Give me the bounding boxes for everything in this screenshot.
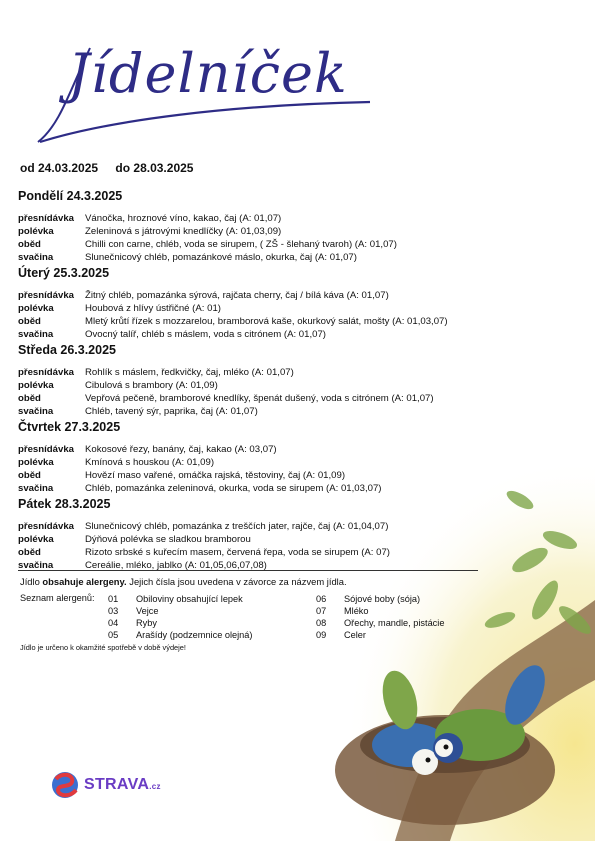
meal-row	[18, 239, 478, 252]
meal-dish: Vepřová pečeně, bramborové knedlíky, špenát dušený, voda s citrónem (A: 01,07)	[85, 392, 434, 404]
meal-row	[18, 290, 478, 303]
meal-type: svačina	[18, 482, 54, 494]
strava-logo-icon	[50, 770, 80, 800]
menu-title-area	[30, 30, 380, 150]
meal-dish: Slunečnicový chléb, pomazánkové máslo, okurka, čaj (A: 01,07)	[85, 251, 357, 263]
meal-row	[18, 457, 478, 470]
day-title: Čtvrtek 27.3.2025	[18, 420, 121, 434]
allergen-item	[316, 629, 366, 641]
meal-dish: Rohlík s máslem, ředkvičky, čaj, mléko (A: 01,07)	[85, 367, 294, 378]
day-title: Pondělí 24.3.2025	[18, 189, 123, 203]
note-before: Jídlo	[20, 576, 40, 587]
meal-dish: Kmínová s houskou (A: 01,09)	[85, 456, 215, 468]
allergen-name: Ořechy, mandle, pistácie	[344, 618, 445, 628]
meal-type: svačina	[18, 405, 54, 417]
meal-dish: Cereálie, mléko, jablko (A: 01,05,06,07,08)	[85, 559, 267, 571]
date-to: do 28.03.2025	[115, 161, 194, 175]
day-title: Úterý 25.3.2025	[18, 266, 110, 280]
page-title: Jídelníček	[68, 42, 348, 105]
logo-text	[84, 776, 161, 794]
meal-row	[18, 470, 478, 483]
allergen-item	[316, 593, 420, 605]
meal-dish: Hovězí maso vařené, omáčka rajská, těstoviny, čaj (A: 01,09)	[85, 469, 346, 481]
allergen-name: Mléko	[344, 606, 369, 616]
allergen-name: Vejce	[136, 606, 159, 616]
meal-dish: Houbová z hlívy ústřičné (A: 01)	[85, 302, 221, 314]
allergen-num: 07	[316, 606, 327, 616]
allergen-note	[20, 576, 347, 587]
allergen-name: Sójové boby (sója)	[344, 594, 421, 604]
meal-row	[18, 380, 478, 393]
meal-row	[18, 547, 478, 560]
meal-type: oběd	[18, 238, 41, 250]
allergen-num: 01	[108, 594, 119, 604]
meal-row	[18, 406, 478, 419]
meal-row	[18, 252, 478, 265]
allergen-item	[316, 605, 369, 617]
allergen-num: 04	[108, 618, 119, 628]
meal-row	[18, 521, 478, 534]
meal-row	[18, 329, 478, 342]
meal-type: polévka	[18, 225, 54, 237]
allergen-num: 03	[108, 606, 119, 616]
allergen-num: 08	[316, 618, 327, 628]
allergen-item	[316, 617, 444, 629]
date-from: od 24.03.2025	[20, 161, 99, 175]
allergen-name: Arašídy (podzemnice olejná)	[136, 630, 253, 640]
meal-row	[18, 444, 478, 457]
meal-type: oběd	[18, 469, 41, 481]
meal-dish: Zeleninová s játrovými knedlíčky (A: 01,03,09)	[85, 225, 282, 237]
logo-suffix: .cz	[149, 782, 161, 791]
meal-dish: Slunečnicový chléb, pomazánka z treščích jater, rajče, čaj (A: 01,04,07)	[85, 521, 389, 532]
meal-row	[18, 303, 478, 316]
meal-dish: Cibulová s brambory (A: 01,09)	[85, 379, 218, 391]
meal-row	[18, 213, 478, 226]
meal-row	[18, 316, 478, 329]
day-thursday	[18, 420, 478, 496]
allergen-list-label: Seznam alergenů:	[20, 593, 95, 603]
divider	[18, 570, 478, 571]
strava-logo	[50, 770, 161, 800]
meal-row	[18, 367, 478, 380]
meal-type: svačina	[18, 559, 54, 571]
meal-type: oběd	[18, 315, 41, 327]
meal-dish: Kokosové řezy, banány, čaj, kakao (A: 03,07)	[85, 444, 277, 455]
meal-row	[18, 226, 478, 239]
allergen-num: 06	[316, 594, 327, 604]
meal-type: svačina	[18, 328, 54, 340]
meal-type: polévka	[18, 302, 54, 314]
day-title: Středa 26.3.2025	[18, 343, 116, 357]
meal-dish: Vánočka, hroznové víno, kakao, čaj (A: 01,07)	[85, 213, 282, 224]
allergen-num: 05	[108, 630, 119, 640]
meal-type: přesnídávka	[18, 521, 74, 532]
day-tuesday	[18, 266, 478, 342]
meal-dish: Dýňová polévka se sladkou bramborou	[85, 533, 251, 545]
meal-type: přesnídávka	[18, 213, 74, 224]
meal-dish: Žitný chléb, pomazánka sýrová, rajčata cherry, čaj / bílá káva (A: 01,07)	[85, 290, 389, 301]
meal-type: oběd	[18, 392, 41, 404]
meal-type: oběd	[18, 546, 41, 558]
meal-dish: Ovocný talíř, chléb s máslem, voda s citrónem (A: 01,07)	[85, 328, 327, 340]
note-bold: obsahuje alergeny.	[42, 576, 127, 587]
allergen-name: Celer	[344, 630, 366, 640]
meal-type: polévka	[18, 456, 54, 468]
meal-dish: Rizoto srbské s kuřecím masem, červená řepa, voda se sirupem (A: 07)	[85, 546, 390, 558]
note-after: Jejich čísla jsou uvedena v závorce za názvem jídla.	[129, 576, 347, 587]
meal-dish: Chléb, tavený sýr, paprika, čaj (A: 01,07)	[85, 405, 258, 417]
meal-type: polévka	[18, 533, 54, 545]
meal-type: svačina	[18, 251, 54, 263]
allergen-item	[108, 605, 158, 617]
allergen-name: Obiloviny obsahující lepek	[136, 594, 243, 604]
allergen-num: 09	[316, 630, 327, 640]
meal-dish: Chilli con carne, chléb, voda se sirupem, ( ZŠ - šlehaný tvaroh) (A: 01,07)	[85, 238, 397, 250]
logo-name: STRAVA	[84, 776, 150, 793]
allergen-item	[108, 629, 252, 641]
day-wednesday	[18, 343, 478, 419]
meal-type: přesnídávka	[18, 290, 74, 301]
consumption-notice: Jídlo je určeno k okamžité spotřebě v době výdeje!	[20, 643, 186, 652]
allergen-name: Ryby	[136, 618, 157, 628]
day-monday	[18, 189, 478, 265]
menu-period	[20, 161, 207, 175]
meal-row	[18, 393, 478, 406]
meal-dish: Chléb, pomazánka zeleninová, okurka, voda se sirupem (A: 01,03,07)	[85, 482, 382, 494]
meal-dish: Mletý krůtí řízek s mozzarelou, bramborová kaše, okurkový salát, mošty (A: 01,03,07)	[85, 315, 448, 327]
allergen-item	[108, 617, 157, 629]
meal-type: přesnídávka	[18, 444, 74, 455]
meal-row	[18, 534, 478, 547]
day-friday	[18, 497, 478, 573]
meal-row	[18, 483, 478, 496]
day-title: Pátek 28.3.2025	[18, 497, 111, 511]
meal-type: přesnídávka	[18, 367, 74, 378]
allergen-item	[108, 593, 243, 605]
meal-type: polévka	[18, 379, 54, 391]
